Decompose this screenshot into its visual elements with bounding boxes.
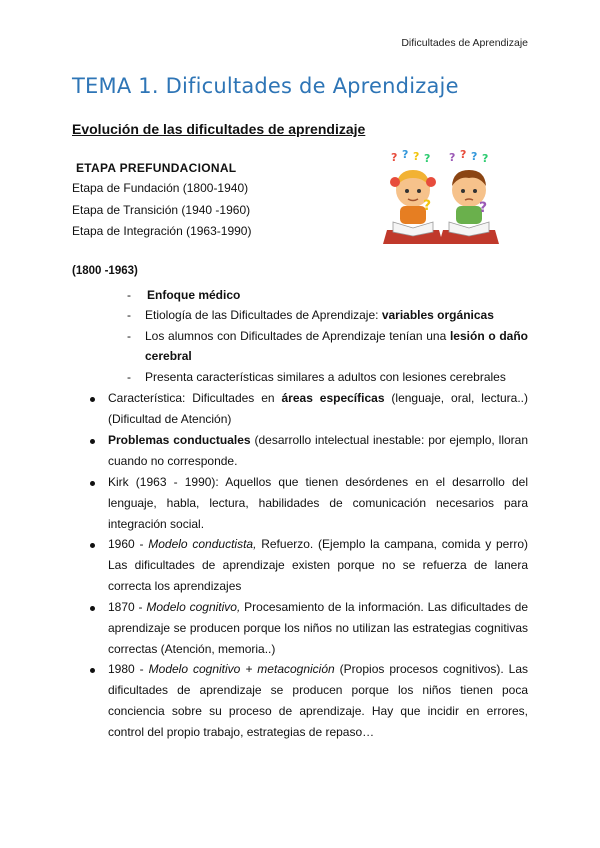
stage-item: Etapa de Transición (1940 -1960) <box>72 203 251 217</box>
svg-text:?: ? <box>471 150 478 163</box>
period-label: (1800 -1963) <box>72 265 138 277</box>
list-item: Los alumnos con Dificultades de Aprendizaje tenían una lesión o daño cerebral <box>145 329 528 363</box>
bullet-marker <box>90 668 95 673</box>
stage-item: Etapa de Integración (1963-1990) <box>72 224 252 238</box>
list-item: Kirk (1963 - 1990): Aquellos que tienen desórdenes en el desarrollo del lenguaje, habla, lectura, habilidades de comunicación necesarios para integración social. <box>108 475 528 531</box>
bullet-marker <box>90 543 95 548</box>
stage-item: Etapa de Fundación (1800-1940) <box>72 181 249 195</box>
dash-marker: - <box>127 288 131 302</box>
stage-title: ETAPA PREFUNDACIONAL <box>76 161 237 175</box>
list-item: Problemas conductuales (desarrollo intelectual inestable: por ejemplo, lloran cuando no corresponde. <box>108 433 528 468</box>
svg-text:?: ? <box>482 152 489 165</box>
dash-marker: - <box>127 370 131 384</box>
dash-marker: - <box>127 308 131 322</box>
svg-text:?: ? <box>424 152 431 165</box>
svg-text:?: ? <box>460 148 467 161</box>
svg-text:?: ? <box>479 200 488 216</box>
list-item: 1960 - Modelo conductista, Refuerzo. (Ejemplo la campana, comida y perro) Las dificultades de aprendizaje existen porque no se refuerza de lanera correcta los aprendizajes <box>108 537 528 593</box>
svg-text:?: ? <box>391 151 398 164</box>
dash-marker: - <box>127 329 131 343</box>
svg-text:?: ? <box>449 151 456 164</box>
bullet-marker <box>90 439 95 444</box>
svg-text:?: ? <box>423 198 432 214</box>
list-item: Etiología de las Dificultades de Aprendizaje: variables orgánicas <box>145 308 494 322</box>
running-header: Dificultades de Aprendizaje <box>401 37 528 49</box>
bullet-marker <box>90 397 95 402</box>
list-item: 1870 - Modelo cognitivo, Procesamiento de la información. Las dificultades de aprendizaje se producen porque los niños no utilizan las estrategias cognitivas correctas (Atención, memoria..) <box>108 600 529 656</box>
page-title: TEMA 1. Dificultades de Aprendizaje <box>72 74 459 98</box>
bullet-marker <box>90 606 95 611</box>
svg-text:?: ? <box>413 150 420 163</box>
list-item: Presenta características similares a adultos con lesiones cerebrales <box>145 370 506 384</box>
list-item: 1980 - Modelo cognitivo + metacognición (Propios procesos cognitivos). Las dificultades de aprendizaje se producen porque los niños tienen poca conciencia sobre su proceso de aprendizaje. Hay que incidir en errores, control del propio trabajo, estrategias de repaso… <box>108 662 529 739</box>
children-studying-icon <box>383 148 501 248</box>
list-item: Característica: Dificultades en áreas específicas (lenguaje, oral, lectura..) (Dificultad de Atención) <box>108 391 528 426</box>
bullet-marker <box>90 481 95 486</box>
svg-text:?: ? <box>402 148 409 161</box>
section-heading: Evolución de las dificultades de aprendizaje <box>72 121 366 137</box>
list-item: Enfoque médico <box>147 288 241 302</box>
